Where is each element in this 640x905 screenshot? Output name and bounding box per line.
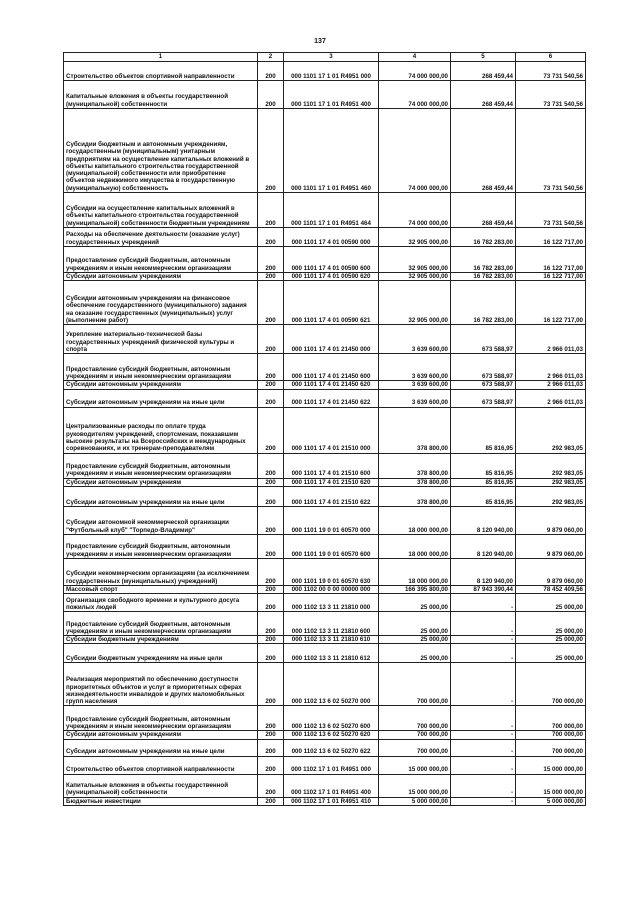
row-code: 200 xyxy=(258,354,284,381)
row-code: 200 xyxy=(258,636,284,644)
row-value-4: 378 800,00 xyxy=(379,486,451,506)
row-kbk: 000 1102 13 3 11 21810 612 xyxy=(284,644,379,663)
row-value-6: 73 731 540,56 xyxy=(516,193,586,228)
row-value-4: 166 395 800,00 xyxy=(379,585,451,593)
row-kbk: 000 1102 17 1 01 R4951 400 xyxy=(284,774,379,797)
row-value-4: 378 800,00 xyxy=(379,407,451,453)
row-kbk: 000 1101 17 4 01 21510 620 xyxy=(284,478,379,486)
row-kbk: 000 1101 17 4 01 21450 622 xyxy=(284,389,379,407)
row-name: Субсидии автономным учреждениям xyxy=(64,381,258,389)
row-value-4: 32 905 000,00 xyxy=(379,247,451,273)
row-value-4: 74 000 000,00 xyxy=(379,62,451,81)
row-value-4: 15 000 000,00 xyxy=(379,774,451,797)
row-value-4: 25 000,00 xyxy=(379,644,451,663)
row-name: Субсидии бюджетным учреждениям на иные цели xyxy=(64,644,258,663)
row-kbk: 000 1101 17 4 01 21450 620 xyxy=(284,381,379,389)
row-name: Субсидии бюджетным и автономным учреждениям, государственным (муниципальным) унитарным предприятиям на осуществление капитальных вложений в объекты капитального строительства государственной (муниципальной) собственности или приобретение объектов недвижимого имущества в государственную (муниципальную) собственность xyxy=(64,109,258,193)
table-row xyxy=(64,273,586,281)
page-number: 137 xyxy=(314,38,326,45)
row-kbk: 000 1101 17 1 01 R4951 400 xyxy=(284,81,379,109)
row-value-4: 18 000 000,00 xyxy=(379,506,451,534)
row-value-5: 673 588,97 xyxy=(451,325,516,354)
row-value-5: - xyxy=(451,706,516,731)
row-value-5: 8 120 940,00 xyxy=(451,506,516,534)
row-value-4: 32 905 000,00 xyxy=(379,273,451,281)
row-value-4: 378 800,00 xyxy=(379,453,451,478)
row-value-5: - xyxy=(451,731,516,739)
row-value-5: - xyxy=(451,774,516,797)
table-row xyxy=(64,109,586,193)
row-value-5: 16 782 283,00 xyxy=(451,247,516,273)
row-code: 200 xyxy=(258,453,284,478)
row-value-6: 700 000,00 xyxy=(516,731,586,739)
table-row xyxy=(64,228,586,247)
row-value-4: 32 905 000,00 xyxy=(379,281,451,325)
row-value-6: 73 731 540,56 xyxy=(516,81,586,109)
row-code: 200 xyxy=(258,381,284,389)
row-name: Субсидии автономным учреждениям xyxy=(64,273,258,281)
row-name: Субсидии на осуществление капитальных вложений в объекты капитального строительства государственной (муниципальной) собственности бюджетным учреждениям xyxy=(64,193,258,228)
row-name: Предоставление субсидий бюджетным, автономным учреждениям и иным некоммерческим организациям xyxy=(64,612,258,636)
row-value-5: 673 588,97 xyxy=(451,354,516,381)
row-value-5: 85 816,95 xyxy=(451,453,516,478)
row-kbk: 000 1102 17 1 01 R4951 410 xyxy=(284,797,379,805)
header-col-1: 1 xyxy=(64,53,258,62)
row-value-6: 16 122 717,00 xyxy=(516,247,586,273)
row-code: 200 xyxy=(258,774,284,797)
row-name: Субсидии некоммерческим организациям (за исключением государственных (муниципальных) учреждений) xyxy=(64,558,258,585)
row-value-5: 268 459,44 xyxy=(451,81,516,109)
row-name: Централизованные расходы по оплате труда руководителям учреждений, спортсменам, показавшим высокие результаты на Всероссийских и международных соревнованиях, и их тренерам-преподавателям xyxy=(64,407,258,453)
row-value-5: 268 459,44 xyxy=(451,109,516,193)
table-row xyxy=(64,706,586,731)
row-value-6: 73 731 540,56 xyxy=(516,62,586,81)
row-code: 200 xyxy=(258,62,284,81)
row-code: 200 xyxy=(258,756,284,774)
row-value-6: 2 966 011,03 xyxy=(516,381,586,389)
row-value-4: 25 000,00 xyxy=(379,612,451,636)
table-row xyxy=(64,247,586,273)
row-value-6: 5 000 000,00 xyxy=(516,797,586,805)
table-row xyxy=(64,644,586,663)
row-kbk: 000 1101 17 4 01 21510 600 xyxy=(284,453,379,478)
table-row xyxy=(64,453,586,478)
row-value-6: 25 000,00 xyxy=(516,636,586,644)
row-kbk: 000 1101 17 4 01 00590 000 xyxy=(284,228,379,247)
row-name: Субсидии автономным учреждениям на иные цели xyxy=(64,486,258,506)
row-name: Предоставление субсидий бюджетным, автономным учреждениям и иным некоммерческим организациям xyxy=(64,453,258,478)
row-name: Реализация мероприятий по обеспечению доступности приоритетных объектов и услуг в приоритетных сферах жизнедеятельности инвалидов и других маломобильных групп населения xyxy=(64,663,258,706)
row-value-4: 25 000,00 xyxy=(379,594,451,612)
row-name: Бюджетные инвестиции xyxy=(64,797,258,805)
row-value-6: 9 879 060,00 xyxy=(516,506,586,534)
row-name: Субсидии автономным учреждениям на иные цели xyxy=(64,389,258,407)
row-code: 200 xyxy=(258,706,284,731)
row-code: 200 xyxy=(258,109,284,193)
row-value-5: 8 120 940,00 xyxy=(451,534,516,558)
row-value-4: 18 000 000,00 xyxy=(379,534,451,558)
row-name: Субсидии автономным учреждениям на финансовое обеспечение государственного (муниципального) задания на оказание государственных (муниципальных) услуг (выполнение работ) xyxy=(64,281,258,325)
table-row xyxy=(64,739,586,756)
row-value-6: 16 122 717,00 xyxy=(516,228,586,247)
header-col-2: 2 xyxy=(258,53,284,62)
row-value-6: 9 879 060,00 xyxy=(516,558,586,585)
row-value-5: - xyxy=(451,663,516,706)
row-value-4: 700 000,00 xyxy=(379,731,451,739)
row-value-4: 3 639 600,00 xyxy=(379,389,451,407)
row-kbk: 000 1102 13 6 02 50270 620 xyxy=(284,731,379,739)
row-kbk: 000 1102 13 3 11 21810 000 xyxy=(284,594,379,612)
row-name: Субсидии автономным учреждениям xyxy=(64,478,258,486)
row-name: Строительство объектов спортивной направленности xyxy=(64,62,258,81)
row-kbk: 000 1101 17 1 01 R4951 460 xyxy=(284,109,379,193)
row-value-5: 16 782 283,00 xyxy=(451,281,516,325)
row-name: Капитальные вложения в объекты государственной (муниципальной) собственности xyxy=(64,774,258,797)
row-value-5: - xyxy=(451,756,516,774)
table-row xyxy=(64,478,586,486)
row-kbk: 000 1102 17 1 01 R4951 000 xyxy=(284,756,379,774)
row-code: 200 xyxy=(258,612,284,636)
row-code: 200 xyxy=(258,731,284,739)
row-code: 200 xyxy=(258,585,284,593)
row-value-5: 673 588,97 xyxy=(451,381,516,389)
row-code: 200 xyxy=(258,247,284,273)
row-code: 200 xyxy=(258,281,284,325)
row-value-5: - xyxy=(451,612,516,636)
row-name: Капитальные вложения в объекты государственной (муниципальной) собственности xyxy=(64,81,258,109)
row-code: 200 xyxy=(258,273,284,281)
row-code: 200 xyxy=(258,797,284,805)
row-code: 200 xyxy=(258,534,284,558)
row-value-6: 25 000,00 xyxy=(516,644,586,663)
row-kbk: 000 1101 17 4 01 21450 600 xyxy=(284,354,379,381)
row-value-4: 18 000 000,00 xyxy=(379,558,451,585)
header-col-5: 5 xyxy=(451,53,516,62)
table-row xyxy=(64,354,586,381)
row-kbk: 000 1101 17 4 01 00590 621 xyxy=(284,281,379,325)
row-code: 200 xyxy=(258,193,284,228)
row-code: 200 xyxy=(258,389,284,407)
row-value-6: 16 122 717,00 xyxy=(516,273,586,281)
row-kbk: 000 1101 17 4 01 21510 622 xyxy=(284,486,379,506)
row-code: 200 xyxy=(258,739,284,756)
table-row xyxy=(64,756,586,774)
row-name: Предоставление субсидий бюджетным, автономным учреждениям и иным некоммерческим организациям xyxy=(64,534,258,558)
row-kbk: 000 1101 19 0 01 60570 630 xyxy=(284,558,379,585)
row-kbk: 000 1102 00 0 00 00000 000 xyxy=(284,585,379,593)
header-row xyxy=(64,53,586,62)
row-value-6: 73 731 540,56 xyxy=(516,109,586,193)
row-name: Субсидии бюджетным учреждениям xyxy=(64,636,258,644)
table-row xyxy=(64,325,586,354)
row-name: Предоставление субсидий бюджетным, автономным учреждениям и иным некоммерческим организациям xyxy=(64,247,258,273)
row-value-4: 3 639 600,00 xyxy=(379,354,451,381)
row-kbk: 000 1101 17 4 01 21510 000 xyxy=(284,407,379,453)
table-row xyxy=(64,594,586,612)
table-row xyxy=(64,774,586,797)
row-value-4: 15 000 000,00 xyxy=(379,756,451,774)
table-row xyxy=(64,381,586,389)
row-value-4: 74 000 000,00 xyxy=(379,109,451,193)
row-name: Укрепление материально-технической базы государственных учреждений физической культуры и спорта xyxy=(64,325,258,354)
table-row xyxy=(64,558,586,585)
row-value-4: 74 000 000,00 xyxy=(379,81,451,109)
row-code: 200 xyxy=(258,644,284,663)
row-value-4: 74 000 000,00 xyxy=(379,193,451,228)
row-code: 200 xyxy=(258,558,284,585)
row-value-5: - xyxy=(451,636,516,644)
budget-table xyxy=(63,52,586,806)
row-value-5: 268 459,44 xyxy=(451,62,516,81)
table-row xyxy=(64,81,586,109)
header-col-6: 6 xyxy=(516,53,586,62)
row-value-6: 78 452 409,56 xyxy=(516,585,586,593)
row-kbk: 000 1102 13 6 02 50270 000 xyxy=(284,663,379,706)
row-code: 200 xyxy=(258,325,284,354)
row-value-6: 2 966 011,03 xyxy=(516,325,586,354)
row-kbk: 000 1102 13 6 02 50270 600 xyxy=(284,706,379,731)
row-value-6: 700 000,00 xyxy=(516,706,586,731)
row-name: Организация свободного времени и культурного досуга пожилых людей xyxy=(64,594,258,612)
row-value-6: 700 000,00 xyxy=(516,663,586,706)
row-kbk: 000 1102 13 3 11 21810 600 xyxy=(284,612,379,636)
table-row xyxy=(64,486,586,506)
table-row xyxy=(64,612,586,636)
row-value-5: 85 816,95 xyxy=(451,486,516,506)
row-value-6: 292 983,05 xyxy=(516,486,586,506)
row-kbk: 000 1101 17 4 01 21450 000 xyxy=(284,325,379,354)
row-value-4: 25 000,00 xyxy=(379,636,451,644)
row-value-4: 378 800,00 xyxy=(379,478,451,486)
row-value-6: 25 000,00 xyxy=(516,594,586,612)
row-value-5: 8 120 940,00 xyxy=(451,558,516,585)
row-value-5: - xyxy=(451,797,516,805)
row-name: Предоставление субсидий бюджетным, автономным учреждениям и иным некоммерческим организациям xyxy=(64,706,258,731)
row-value-5: 85 816,95 xyxy=(451,478,516,486)
row-code: 200 xyxy=(258,478,284,486)
row-kbk: 000 1101 17 1 01 R4951 000 xyxy=(284,62,379,81)
row-value-6: 2 966 011,03 xyxy=(516,389,586,407)
table-row xyxy=(64,731,586,739)
table-row xyxy=(64,506,586,534)
row-code: 200 xyxy=(258,228,284,247)
table-row xyxy=(64,62,586,81)
table-row xyxy=(64,193,586,228)
row-value-5: 16 782 283,00 xyxy=(451,273,516,281)
row-value-6: 292 983,05 xyxy=(516,453,586,478)
row-value-4: 700 000,00 xyxy=(379,706,451,731)
row-kbk: 000 1102 13 3 11 21810 610 xyxy=(284,636,379,644)
row-value-5: 85 816,95 xyxy=(451,407,516,453)
row-name: Субсидии автономным учреждениям на иные цели xyxy=(64,739,258,756)
row-name: Расходы на обеспечение деятельности (оказание услуг) государственных учреждений xyxy=(64,228,258,247)
row-code: 200 xyxy=(258,594,284,612)
row-name: Строительство объектов спортивной направленности xyxy=(64,756,258,774)
row-value-5: 673 588,97 xyxy=(451,389,516,407)
row-value-4: 3 639 600,00 xyxy=(379,381,451,389)
row-name: Субсидии автономным учреждениям xyxy=(64,731,258,739)
row-kbk: 000 1101 17 4 01 00590 600 xyxy=(284,247,379,273)
row-value-6: 2 966 011,03 xyxy=(516,354,586,381)
row-code: 200 xyxy=(258,486,284,506)
row-value-6: 292 983,05 xyxy=(516,407,586,453)
row-value-5: - xyxy=(451,594,516,612)
row-code: 200 xyxy=(258,81,284,109)
row-value-6: 15 000 000,00 xyxy=(516,774,586,797)
row-code: 200 xyxy=(258,663,284,706)
row-value-6: 16 122 717,00 xyxy=(516,281,586,325)
row-name: Массовый спорт xyxy=(64,585,258,593)
row-value-5: - xyxy=(451,644,516,663)
row-value-6: 15 000 000,00 xyxy=(516,756,586,774)
row-value-4: 32 905 000,00 xyxy=(379,228,451,247)
row-kbk: 000 1101 19 0 01 60570 000 xyxy=(284,506,379,534)
table-row xyxy=(64,585,586,593)
table-row xyxy=(64,389,586,407)
row-value-5: 268 459,44 xyxy=(451,193,516,228)
table-row xyxy=(64,534,586,558)
header-col-4: 4 xyxy=(379,53,451,62)
row-kbk: 000 1101 17 4 01 00590 620 xyxy=(284,273,379,281)
row-kbk: 000 1101 17 1 01 R4951 464 xyxy=(284,193,379,228)
row-kbk: 000 1101 19 0 01 60570 600 xyxy=(284,534,379,558)
row-code: 200 xyxy=(258,407,284,453)
row-value-4: 700 000,00 xyxy=(379,663,451,706)
row-value-6: 700 000,00 xyxy=(516,739,586,756)
row-kbk: 000 1102 13 6 02 50270 622 xyxy=(284,739,379,756)
row-value-5: 16 782 283,00 xyxy=(451,228,516,247)
table-row xyxy=(64,281,586,325)
row-name: Предоставление субсидий бюджетным, автономным учреждениям и иным некоммерческим организациям xyxy=(64,354,258,381)
row-value-5: 87 943 390,44 xyxy=(451,585,516,593)
row-value-4: 5 000 000,00 xyxy=(379,797,451,805)
table-row xyxy=(64,663,586,706)
row-value-6: 9 879 060,00 xyxy=(516,534,586,558)
row-value-6: 25 000,00 xyxy=(516,612,586,636)
table-row xyxy=(64,636,586,644)
table-row xyxy=(64,797,586,805)
row-name: Субсидии автономной некоммерческой организации "Футбольный клуб" "Торпедо-Владимир" xyxy=(64,506,258,534)
row-value-4: 3 639 600,00 xyxy=(379,325,451,354)
row-code: 200 xyxy=(258,506,284,534)
row-value-4: 700 000,00 xyxy=(379,739,451,756)
header-col-3: 3 xyxy=(284,53,379,62)
row-value-6: 292 983,05 xyxy=(516,478,586,486)
table-row xyxy=(64,407,586,453)
row-value-5: - xyxy=(451,739,516,756)
